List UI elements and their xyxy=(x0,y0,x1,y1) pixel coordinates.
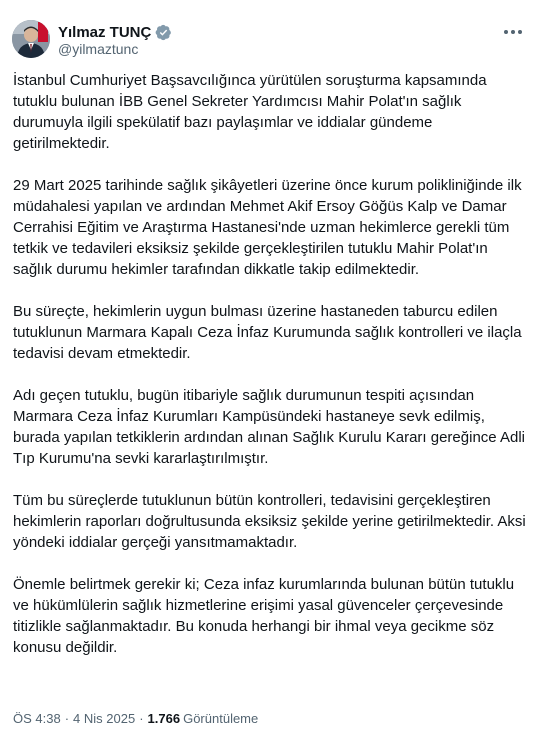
author-handle[interactable]: @yilmaztunc xyxy=(58,41,139,57)
post-paragraph: Önemle belirtmek gerekir ki; Ceza infaz kurumlarında bulunan bütün tutuklu ve hükümlülerin sağlık hizmetlerine erişimi yasal güvenceler çerçevesinde titizlikle sağlanmaktadır. Bu konuda herhangi bir ihmal veya gecikme söz konusu değildir. xyxy=(13,576,515,656)
meta-separator: · xyxy=(139,711,144,726)
views-label: Görüntüleme xyxy=(183,711,259,726)
post-paragraph: İstanbul Cumhuriyet Başsavcılığınca yürütülen soruşturma kapsamında tutuklu bulunan İBB Genel Sekreter Yardımcısı Mahir Polat'ın sağlık durumuyla ilgili spekülatif bazı paylaşımlar ve iddialar gündeme getirilmektedir. xyxy=(13,72,487,152)
post-paragraph: 29 Mart 2025 tarihinde sağlık şikâyetleri üzerine önce kurum polikliniğinde ilk müdahalesi yapılan ve ardından Mehmet Akif Ersoy Göğüs Kalp ve Damar Cerrahisi Eğitim ve Araştırma Hastanesi'nde uzman hekimlerce gerekli tüm tetkik ve tedavileri eksiksiz şekilde gerçekleştirilen tutuklu Mahir Polat'ın sağlık durumu hekimler tarafından dikkatle takip edilmektedir. xyxy=(13,177,522,278)
verified-badge-icon xyxy=(155,24,172,41)
more-options-button[interactable] xyxy=(502,24,524,40)
avatar[interactable] xyxy=(12,20,50,58)
more-options-icon xyxy=(503,29,523,35)
post-meta xyxy=(13,711,258,726)
post-header xyxy=(0,0,538,64)
meta-separator: · xyxy=(64,711,70,726)
author-display-name[interactable]: Yılmaz TUNÇ xyxy=(58,23,152,41)
post-text xyxy=(13,70,527,679)
post-paragraph: Bu süreçte, hekimlerin uygun bulması üzerine hastaneden taburcu edilen tutuklunun Marmara Kapalı Ceza İnfaz Kurumunda sağlık kontrolleri ve ilaçla tedavisi devam etmektedir. xyxy=(13,303,522,362)
post-time[interactable]: ÖS 4:38 xyxy=(13,711,61,726)
author-name-row[interactable] xyxy=(58,22,172,42)
views-count: 1.766 xyxy=(147,711,181,726)
post-date[interactable]: 4 Nis 2025 xyxy=(73,711,136,726)
post-paragraph: Tüm bu süreçlerde tutuklunun bütün kontrolleri, tedavisini gerçekleştiren hekimlerin raporları doğrultusunda eksiksiz şekilde yerine getirilmektedir. Aksi yöndeki iddialar gerçeği yansıtmamaktadır. xyxy=(13,492,526,551)
post-paragraph: Adı geçen tutuklu, bugün itibariyle sağlık durumunun tespiti açısından Marmara Ceza İnfaz Kurumları Kampüsündeki hastaneye sevk edilmiş, burada yapılan tetkiklerin ardından alınan Sağlık Kurulu Kararı gereğince Adli Tıp Kurumu'na sevki kararlaştırılmıştır. xyxy=(13,387,525,467)
avatar-image xyxy=(12,20,50,58)
